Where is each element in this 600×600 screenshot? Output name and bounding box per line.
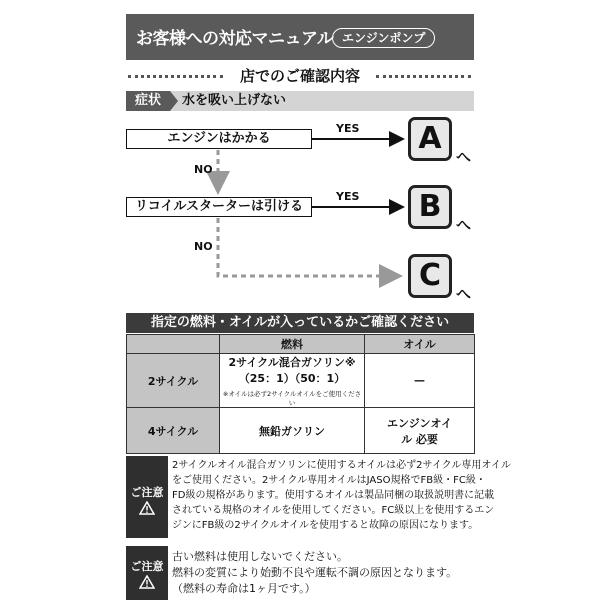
result-box-a: A xyxy=(408,117,452,161)
page-title: お客様への対応マニュアル xyxy=(136,29,334,49)
yes-label: YES xyxy=(336,190,360,203)
row-type: 4サイクル xyxy=(127,408,220,454)
table-header-fuel: 燃料 xyxy=(220,335,365,354)
result-suffix: へ xyxy=(456,285,472,303)
table-header-row xyxy=(127,335,475,354)
yes-label: YES xyxy=(336,122,360,135)
warning-icon xyxy=(139,501,155,515)
fuel-cell: 無鉛ガソリン xyxy=(220,408,365,454)
caution-line: されている規格のオイルを使用してください。FC級以上を使用するエン xyxy=(172,505,495,516)
caution-panel xyxy=(126,456,168,538)
flow-step-engine-starts: エンジンはかかる xyxy=(126,129,312,149)
oil-cell: エンジンオイル 必要 xyxy=(365,408,475,454)
fuel-main: 2サイクル混合ガソリン※ xyxy=(228,356,356,369)
no-label: NO xyxy=(194,163,213,176)
table-row xyxy=(127,408,475,454)
table-header-oil: オイル xyxy=(365,335,475,354)
caution-line: FD級の規格があります。使用するオイルは製品同梱の取扱説明書に記載 xyxy=(172,490,495,501)
flow-step-recoil-pulls: リコイルスターターは引ける xyxy=(126,197,312,217)
symptom-tag: 症状 xyxy=(126,91,170,111)
table-title: 指定の燃料・オイルが入っているかご確認ください xyxy=(126,313,474,333)
caution-label: ご注意 xyxy=(130,486,164,499)
fuel-ratio: （25：1）（50：1） xyxy=(238,372,346,385)
result-box-c: C xyxy=(408,254,452,298)
symptom-text: 水を吸い上げない xyxy=(182,93,287,108)
fuel-note: ※オイルは必ず2サイクルオイルをご使用ください xyxy=(222,390,362,407)
result-box-b: B xyxy=(408,185,452,229)
product-badge: エンジンポンプ xyxy=(332,28,435,48)
caution-line: 燃料の変質により始動不良や運転不調の原因となります。 xyxy=(172,566,458,579)
caution-line: （燃料の寿命は1ヶ月です。） xyxy=(172,582,316,595)
caution-text xyxy=(172,458,511,533)
caution-line: ジンにFB級の2サイクルオイルを使用すると故障の原因になります。 xyxy=(172,520,479,531)
caution-line: をご使用ください。2サイクル専用オイルはJASO規格でFB級・FC級・ xyxy=(172,475,486,486)
table-header-blank xyxy=(127,335,220,354)
row-type: 2サイクル xyxy=(127,354,220,408)
table-row xyxy=(127,354,475,408)
warning-icon xyxy=(139,575,155,589)
fuel-cell xyxy=(220,354,365,408)
caution-text xyxy=(172,549,457,597)
caution-line: 2サイクルオイル混合ガソリンに使用するオイルは必ず2サイクル専用オイル xyxy=(172,460,511,471)
no-label: NO xyxy=(194,240,213,253)
result-suffix: へ xyxy=(456,216,472,234)
caution-label: ご注意 xyxy=(130,560,164,573)
caution-panel xyxy=(126,546,168,600)
fuel-oil-table xyxy=(126,334,475,454)
result-suffix: へ xyxy=(456,148,472,166)
caution-line: 古い燃料は使用しないでください。 xyxy=(172,550,348,563)
oil-cell: — xyxy=(365,354,475,408)
section-title: 店でのご確認内容 xyxy=(239,67,360,85)
